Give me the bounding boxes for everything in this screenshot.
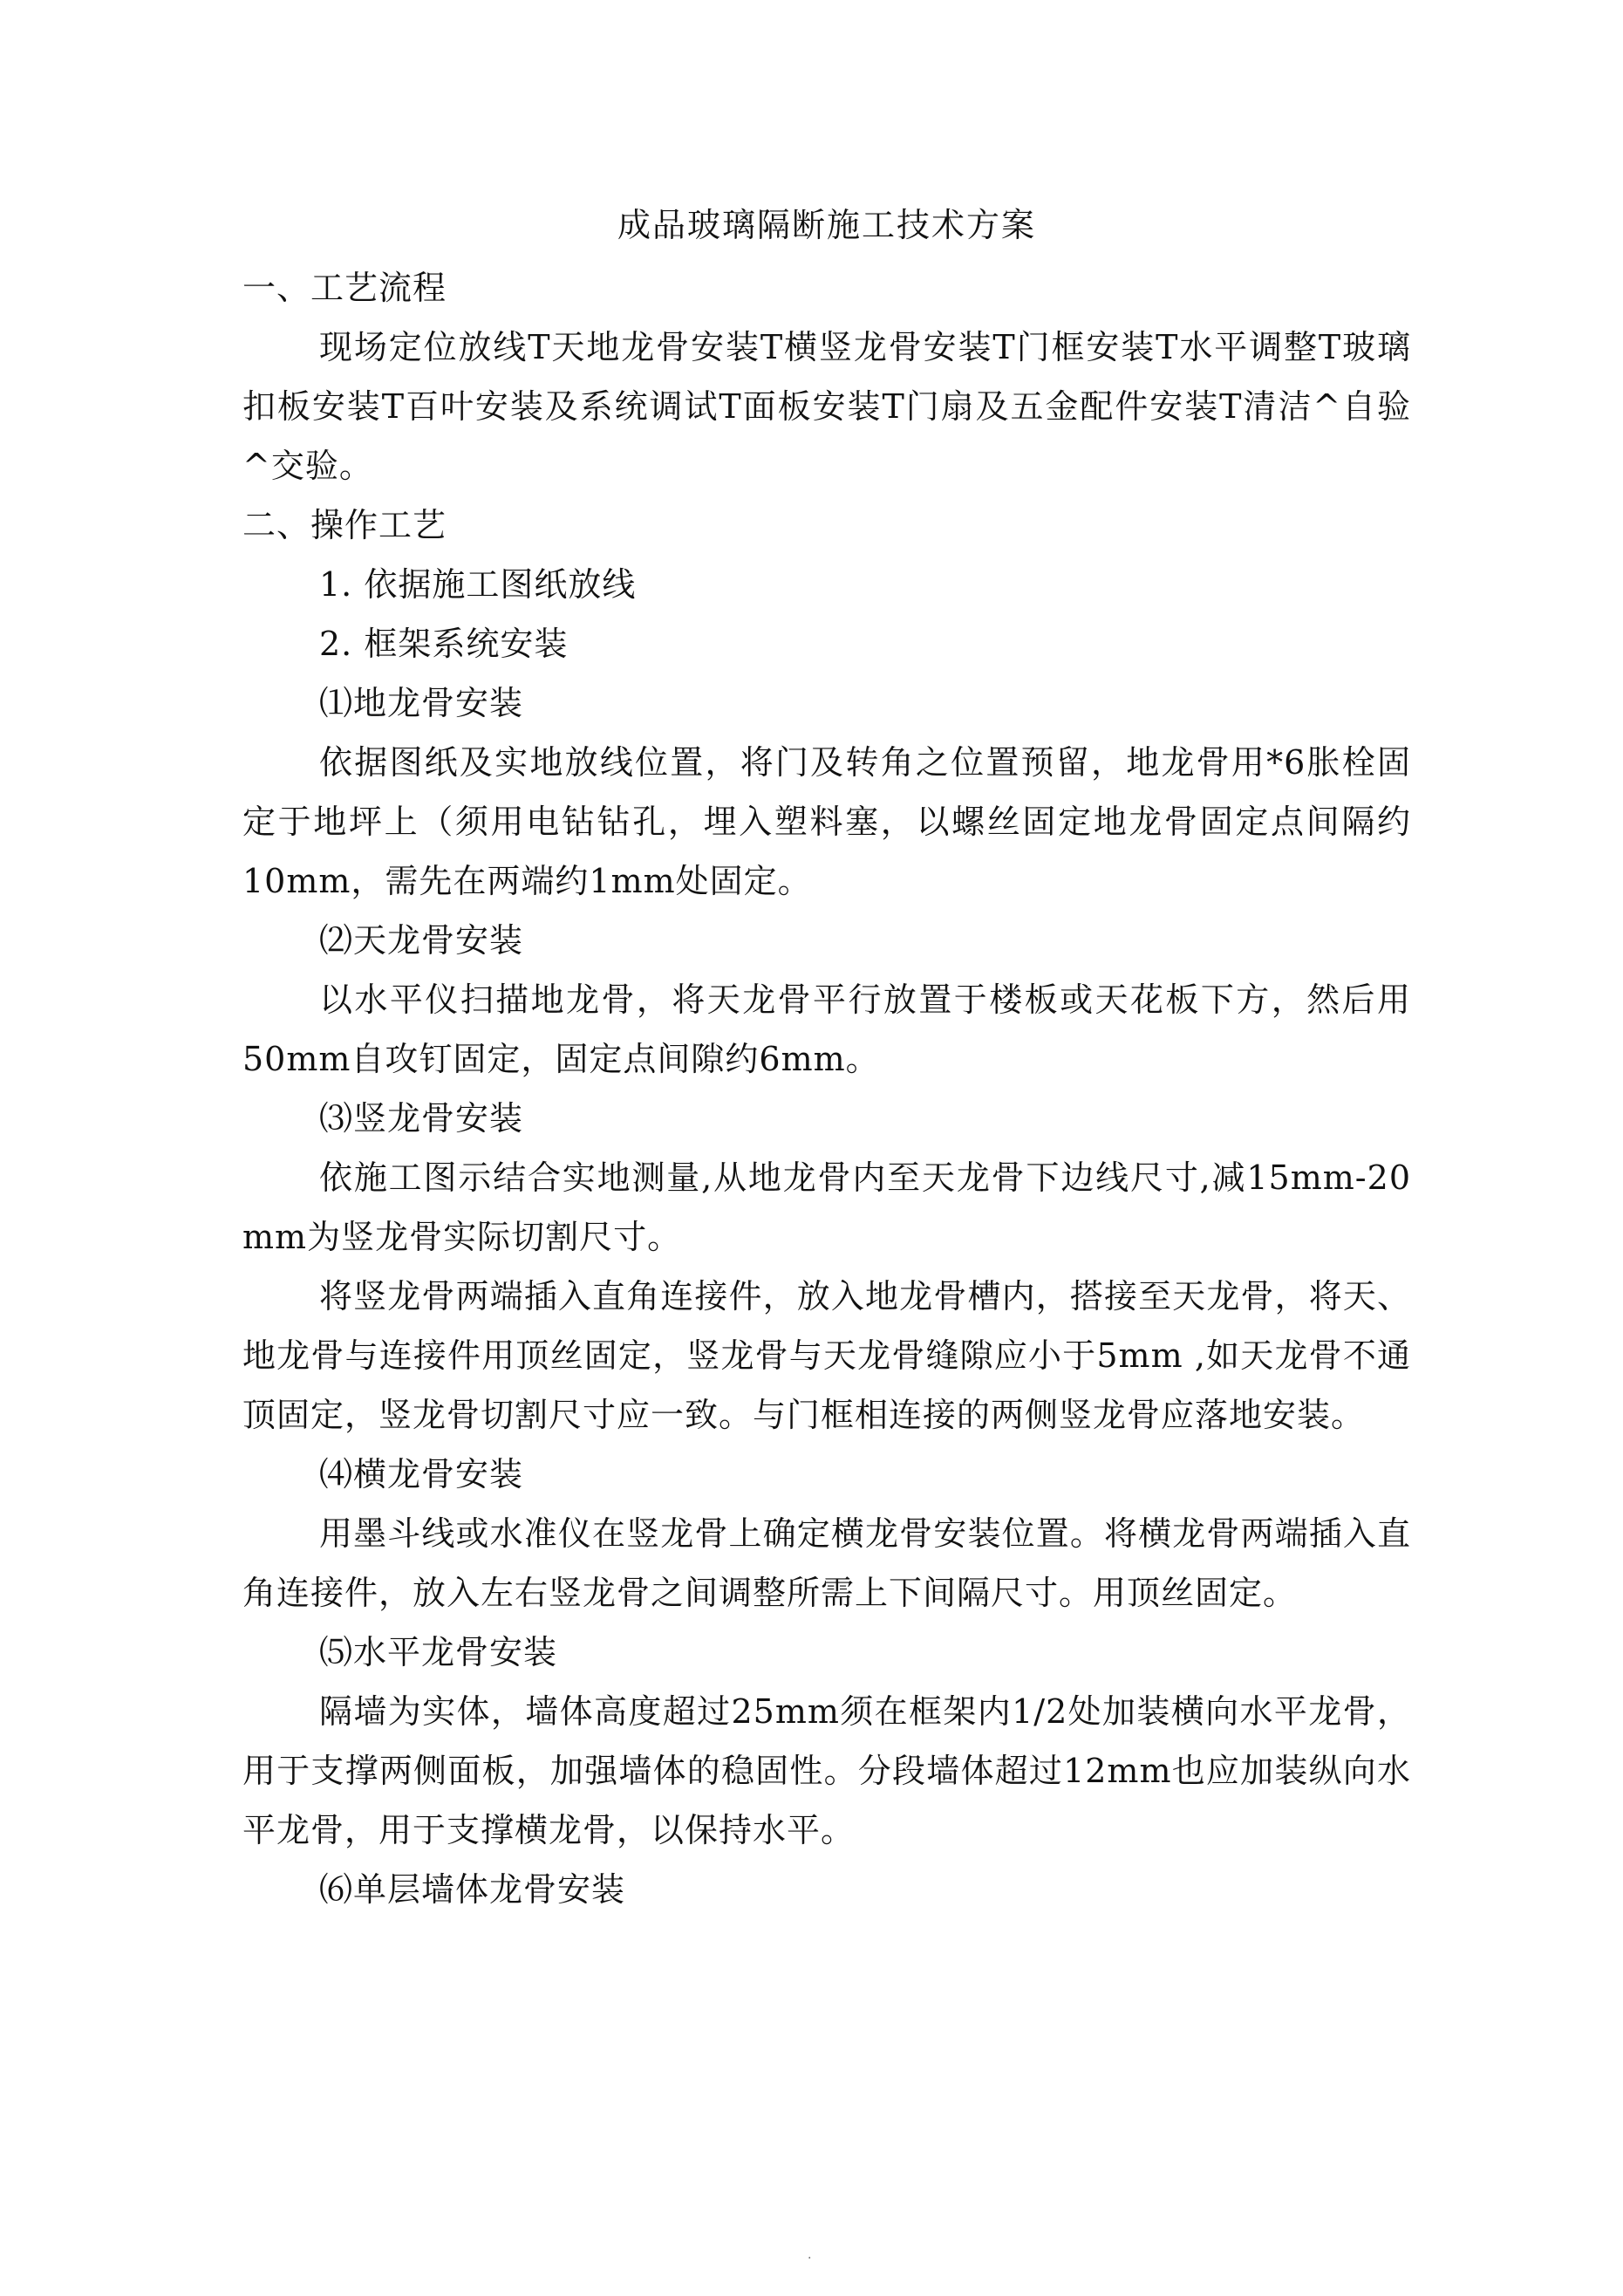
footer-page-mark: .: [808, 2248, 812, 2262]
subheading-ceiling-keel: ⑵天龙骨安装: [319, 921, 524, 960]
paragraph-horizontal-keel: 用墨斗线或水准仪在竖龙骨上确定横龙骨安装位置。将横龙骨两端插入直角连接件，放入左右竖龙骨之间调整所需上下间隔尺寸。用顶丝固定。: [242, 1514, 1411, 1612]
paragraph-vertical-keel-2: 将竖龙骨两端插入直角连接件，放入地龙骨槽内，搭接至天龙骨，将天、地龙骨与连接件用顶丝固定，竖龙骨与天龙骨缝隙应小于5mm ,如天龙骨不通顶固定，竖龙骨切割尺寸应一致。与门框相连接的两侧竖龙骨应落地安装。: [242, 1277, 1411, 1434]
section-heading-operation: 二、操作工艺: [242, 506, 447, 544]
paragraph-ceiling-keel: 以水平仪扫描地龙骨，将天龙骨平行放置于楼板或天花板下方，然后用50mm自攻钉固定，固定点间隙约6mm。: [242, 981, 1411, 1078]
subheading-single-wall-keel: ⑹单层墙体龙骨安装: [319, 1870, 626, 1909]
document-title: 成品玻璃隔断施工技术方案: [617, 206, 1036, 244]
subheading-level-keel: ⑸水平龙骨安装: [319, 1633, 558, 1671]
subheading-floor-keel: ⑴地龙骨安装: [319, 684, 524, 722]
paragraph-floor-keel: 依据图纸及实地放线位置，将门及转角之位置预留，地龙骨用*6胀栓固定于地坪上（须用电钻钻孔，埋入塑料塞，以螺丝固定地龙骨固定点间隔约10mm，需先在两端约1mm处固定。: [242, 743, 1411, 900]
subheading-horizontal-keel: ⑷横龙骨安装: [319, 1455, 524, 1493]
paragraph-level-keel: 隔墙为实体，墙体高度超过25mm须在框架内1/2处加装横向水平龙骨，用于支撑两侧面板，加强墙体的稳固性。分段墙体超过12mm也应加装纵向水平龙骨，用于支撑横龙骨，以保持水平。: [242, 1692, 1411, 1849]
paragraph-vertical-keel-1: 依施工图示结合实地测量,从地龙骨内至天龙骨下边线尺寸,减15mm-20 mm为竖龙骨实际切割尺寸。: [242, 1158, 1411, 1256]
paragraph-process-flow: 现场定位放线T天地龙骨安装T横竖龙骨安装T门框安装T水平调整T玻璃扣板安装T百叶安装及系统调试T面板安装T门扇及五金配件安装T清洁^自验^交验。: [242, 328, 1411, 485]
section-heading-process: 一、工艺流程: [242, 269, 447, 307]
item-frame-install: 2. 框架系统安装: [319, 625, 569, 663]
subheading-vertical-keel: ⑶竖龙骨安装: [319, 1099, 524, 1138]
document-page: [242, 199, 1411, 1919]
item-drawing-layout: 1. 依据施工图纸放线: [319, 565, 637, 604]
